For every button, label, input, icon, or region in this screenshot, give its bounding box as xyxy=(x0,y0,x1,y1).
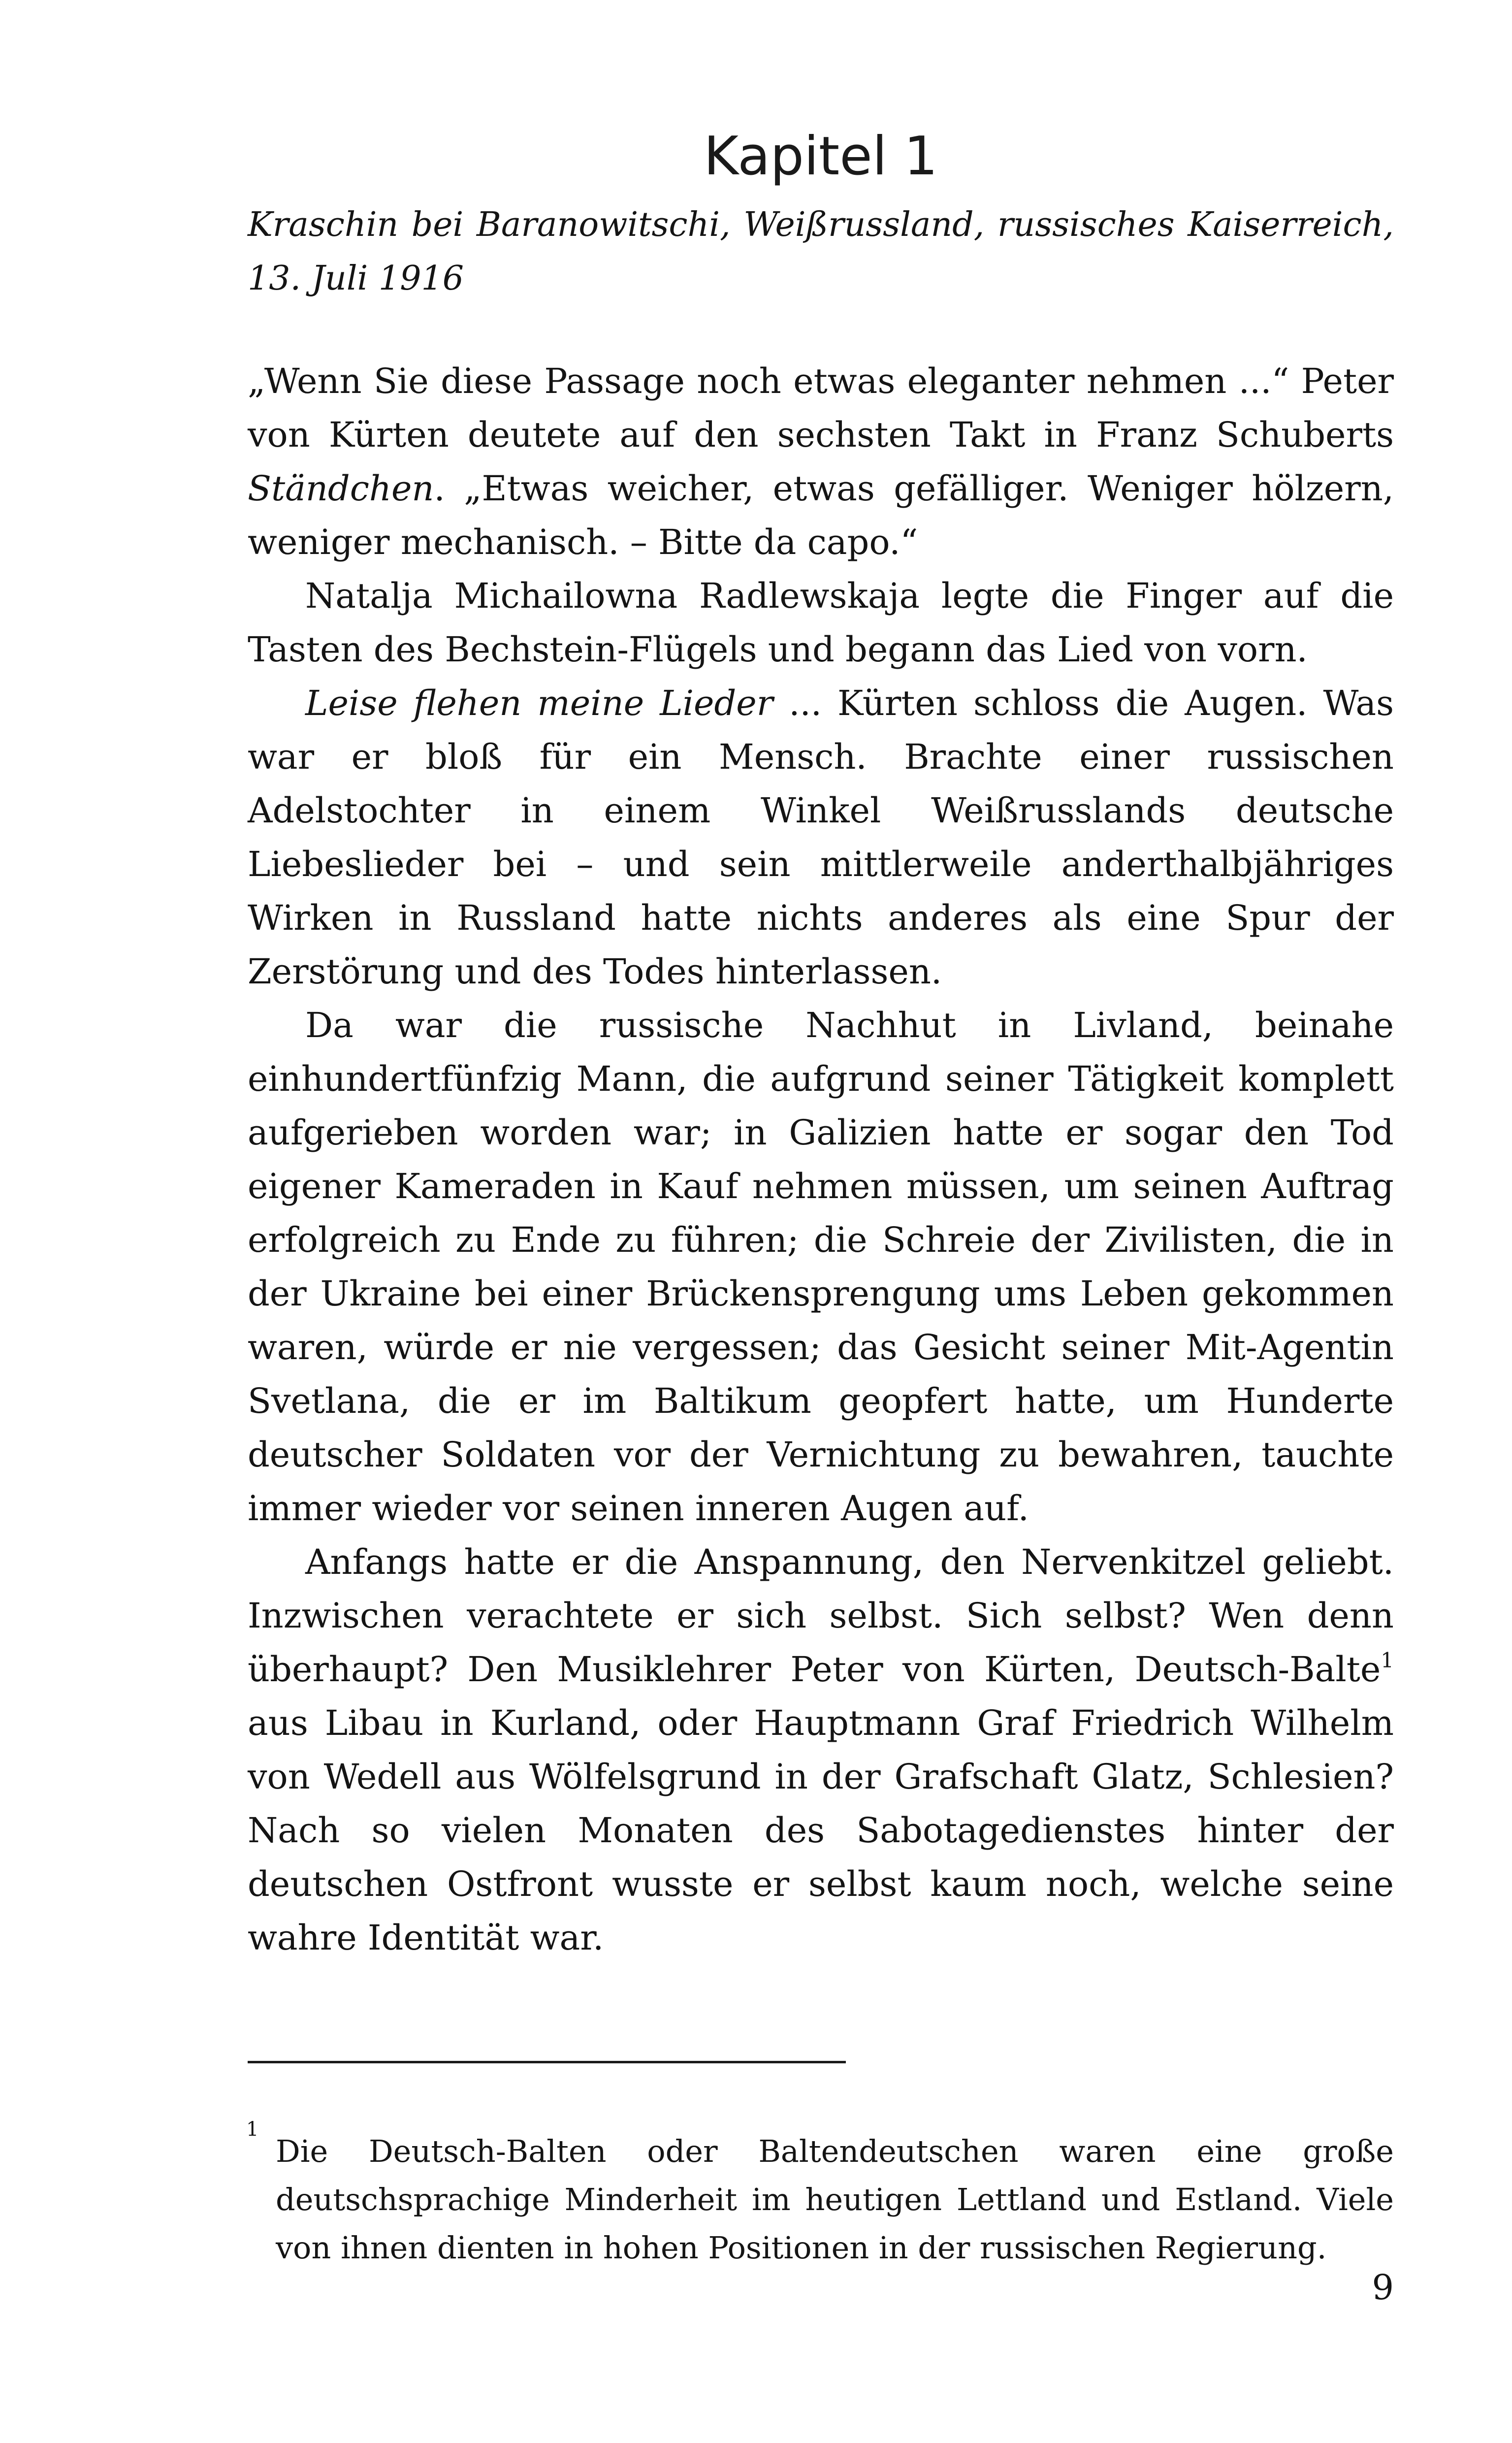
paragraph-4: Da war die russische Nachhut in Livland, beinahe einhundertfünfzig Mann, die aufgrund seiner Tätigkeit komplett aufgerieben worden war; in Galizien hatte er sogar den Tod eigener Kameraden in Kauf nehmen müssen, um seinen Auftrag erfolgreich zu Ende zu führen; die Schreie der Zivilisten, die in der Ukraine bei einer Brückensprengung ums Leben gekommen waren, würde er nie vergessen; das Gesicht seiner Mit-Agentin Svetlana, die er im Baltikum geopfert hatte, um Hunderte deutscher Soldaten vor der Vernichtung zu bewahren, tauchte immer wieder vor seinen inneren Augen auf. xyxy=(248,1005,1394,1529)
paragraph-3 xyxy=(248,677,1394,999)
paragraph-5-part-b: aus Libau in Kurland, oder Hauptmann Graf Friedrich Wilhelm von Wedell aus Wölfelsgrund in der Grafschaft Glatz, Schlesien? Nach so vielen Monaten des Sabotagedienstes hinter der deutschen Ostfront wusste er selbst kaum noch, welche seine wahre Identität war. xyxy=(248,1703,1394,1958)
body-text xyxy=(248,355,1394,1965)
paragraph-5 xyxy=(248,1535,1394,1965)
footnote-text: Die Deutsch-Balten oder Baltendeutschen waren eine große deutschsprachige Minderheit im heutigen Lettland und Estland. Viele von ihnen dienten in hohen Positionen in der russischen Regierung. xyxy=(276,2133,1394,2266)
chapter-title: Kapitel 1 xyxy=(704,126,938,187)
page-number: 9 xyxy=(1372,2267,1394,2308)
paragraph-3-rest: ... Kürten schloss die Augen. Was war er bloß für ein Mensch. Brachte einer russischen Adelstochter in einem Winkel Weißrusslands deutsche Liebeslieder bei – und sein mittlerweile anderthalbjähriges Wirken in Russland hatte nichts anderes als eine Spur der Zerstörung und des Todes hinterlassen. xyxy=(248,683,1394,992)
footnote-separator xyxy=(248,2061,846,2063)
paragraph-1-part-a: „Wenn Sie diese Passage noch etwas eleganter nehmen ...“ Peter von Kürten deutete auf den sechsten Takt in Franz Schuberts xyxy=(248,361,1394,455)
chapter-location-line: Kraschin bei Baranowitschi, Weißrussland, russisches Kaiserreich, 13. Juli 1916 xyxy=(248,205,1394,298)
paragraph-2: Natalja Michailowna Radlewskaja legte die Finger auf die Tasten des Bechstein-Flügels und begann das Lied von vorn. xyxy=(248,576,1394,670)
song-lyric-quote: Leise flehen meine Lieder xyxy=(305,683,773,723)
paragraph-1-part-b: . „Etwas weicher, etwas gefälliger. Weniger hölzern, weniger mechanisch. – Bitte da capo.“ xyxy=(248,468,1394,562)
paragraph-5-part-a: Anfangs hatte er die Anspannung, den Nervenkitzel geliebt. Inzwischen verachtete er sich selbst. Sich selbst? Wen denn überhaupt? Den Musiklehrer Peter von Kürten, Deutsch-Balte xyxy=(248,1542,1394,1690)
footnote-marker: 1 xyxy=(246,2118,259,2141)
footnote xyxy=(246,2118,1394,2272)
footnote-reference[interactable]: 1 xyxy=(1381,1648,1394,1672)
paragraph-1 xyxy=(248,355,1394,569)
song-title-staendchen: Ständchen xyxy=(248,468,434,509)
